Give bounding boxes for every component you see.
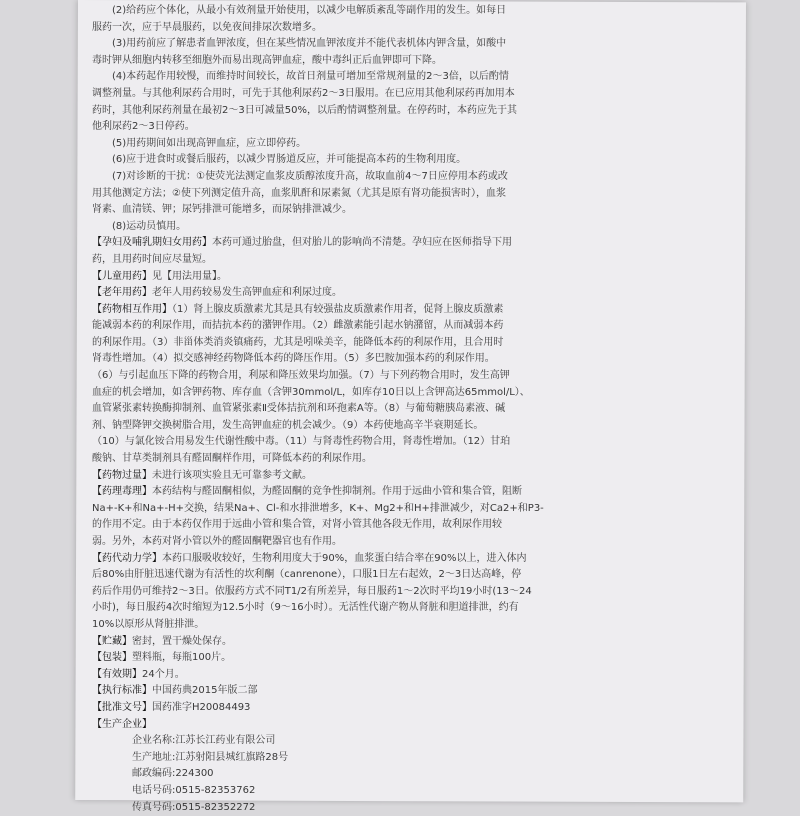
package-label: 【包装】 [92, 652, 132, 663]
pharmacokinetics-line: 10%以原形从肾脏排泄。 [92, 617, 692, 634]
pregnancy-section [92, 235, 692, 252]
note-7-cont-1: 用其他测定方法；②使下列测定值升高，血浆肌酐和尿素氮（尤其是原有肾功能损害时），血浆 [92, 186, 692, 203]
pharmacokinetics-line: 药后作用仍可维持2～3日。依服药方式不同T1/2有所差异，每日服药1～2次时平均19小时(13～24 [92, 584, 692, 601]
note-7-cont-2: 肾素、血清镁、钾；尿钙排泄可能增多，而尿钠排泄减少。 [92, 202, 692, 219]
note-4-cont-2: 药时，其他利尿药剂量在最初2～3日可减量50%，以后酌情调整剂量。在停药时，本药应先于其 [92, 103, 692, 120]
pharmacokinetics-line: 后80%由肝脏迅速代谢为有活性的坎利酮（canrenone），口服1日左右起效，2～3日达高峰，停 [92, 567, 692, 584]
note-8: (8)运动员慎用。 [92, 219, 692, 236]
standard-section [92, 683, 692, 700]
overdose-text: 未进行该项实验且无可靠参考文献。 [152, 470, 312, 481]
pharmacology-label: 【药理毒理】 [92, 486, 152, 497]
company-name-row [92, 733, 692, 750]
company-name: 江苏长江药业有限公司 [175, 735, 275, 746]
pharmacokinetics-label: 【药代动力学】 [92, 553, 162, 564]
elderly-section [92, 285, 692, 302]
pregnancy-text: 本药可通过胎盘，但对胎儿的影响尚不清楚。孕妇应在医师指导下用 [212, 237, 512, 248]
interaction-line: （6）与引起血压下降的药物合用，利尿和降压效果均加强。（7）与下列药物合用时，发生高钾 [92, 368, 692, 385]
company-fax: 0515-82352272 [175, 802, 255, 813]
company-phone-label: 电话号码: [132, 785, 175, 796]
pharmacokinetics-line: 小时)，每日服药4次时缩短为12.5小时（9～16小时）。无活性代谢产物从肾脏和胆道排泄，约有 [92, 600, 692, 617]
company-phone: 0515-82353762 [175, 785, 255, 796]
pharmacology-line: 的作用不定。由于本药仅作用于远曲小管和集合管，对肾小管其他各段无作用，故利尿作用较 [92, 517, 692, 534]
pediatric-label: 【儿童用药】 [92, 271, 152, 282]
note-4-cont-3: 他利尿药2～3日停药。 [92, 119, 692, 136]
overdose-label: 【药物过量】 [92, 470, 152, 481]
company-address: 江苏射阳县城红旗路28号 [175, 752, 288, 763]
note-3-cont: 毒时钾从细胞内转移至细胞外而易出现高钾血症，酸中毒纠正后血钾即可下降。 [92, 53, 692, 70]
storage-section [92, 634, 692, 651]
elderly-text: 老年人用药较易发生高钾血症和利尿过度。 [152, 287, 342, 298]
interaction-line: 剂、钠型降钾交换树脂合用，发生高钾血症的机会减少。（9）本药使地高辛半衰期延长。 [92, 418, 692, 435]
pharmacology-line: Na+-K+和Na+-H+交换，结果Na+、Cl-和水排泄增多，K+、Mg2+和H+排泄减少，对Ca2+和P3- [92, 501, 692, 518]
interaction-label: 【药物相互作用】 [92, 304, 172, 315]
elderly-label: 【老年用药】 [92, 287, 152, 298]
manufacturer-section [92, 717, 692, 734]
interaction-line: （10）与氯化铵合用易发生代谢性酸中毒。（11）与肾毒性药物合用，肾毒性增加。（12）甘珀 [92, 434, 692, 451]
interaction-section [92, 302, 692, 319]
pediatric-section [92, 269, 692, 286]
note-6: (6)应于进食时或餐后服药，以减少胃肠道反应，并可能提高本药的生物利用度。 [92, 152, 692, 169]
interaction-line: 能减弱本药的利尿作用，而拮抗本药的潴钾作用。（2）雌激素能引起水钠潴留，从而减弱本药 [92, 318, 692, 335]
interaction-line: 肾毒性增加。（4）拟交感神经药物降低本药的降压作用。（5）多巴胺加强本药的利尿作用。 [92, 351, 692, 368]
note-2: (2)给药应个体化，从最小有效剂量开始使用，以减少电解质紊乱等副作用的发生。如每日 [92, 3, 692, 20]
interaction-line: 血管紧张素转换酶抑制剂、血管紧张素Ⅱ受体拮抗剂和环孢素A等。（8）与葡萄糖胰岛素液、碱 [92, 401, 692, 418]
pharmacology-line: 本药结构与醛固酮相似，为醛固酮的竞争性抑制剂。作用于远曲小管和集合管，阻断 [152, 486, 522, 497]
manufacturer-label: 【生产企业】 [92, 719, 152, 730]
company-address-row [92, 750, 692, 767]
validity-label: 【有效期】 [92, 669, 142, 680]
approval-label: 【批准文号】 [92, 702, 152, 713]
storage-text: 密封，置干燥处保存。 [132, 636, 232, 647]
pediatric-text: 见【用法用量】。 [152, 271, 227, 282]
note-3: (3)用药前应了解患者血钾浓度，但在某些情况血钾浓度并不能代表机体内钾含量，如酸中 [92, 36, 692, 53]
company-fax-row [92, 800, 692, 816]
validity-section [92, 667, 692, 684]
company-phone-row [92, 783, 692, 800]
pharmacokinetics-section [92, 551, 692, 568]
interaction-line: （1）肾上腺皮质激素尤其是具有较强盐皮质激素作用者，促肾上腺皮质激素 [172, 304, 503, 315]
pregnancy-text-cont: 药，且用药时间应尽量短。 [92, 252, 692, 269]
pregnancy-label: 【孕妇及哺乳期妇女用药】 [92, 237, 212, 248]
standard-text: 中国药典2015年版二部 [152, 685, 257, 696]
company-postcode-label: 邮政编码: [132, 768, 175, 779]
pharmacokinetics-line: 本药口服吸收较好，生物利用度大于90%，血浆蛋白结合率在90%以上，进入体内 [162, 553, 526, 564]
note-5: (5)用药期间如出现高钾血症，应立即停药。 [92, 136, 692, 153]
pharmacology-line: 弱。另外，本药对肾小管以外的醛固酮靶器官也有作用。 [92, 534, 692, 551]
package-section [92, 650, 692, 667]
note-2-cont: 服药一次，应于早晨服药，以免夜间排尿次数增多。 [92, 20, 692, 37]
interaction-line: 酸钠、甘草类制剂具有醛固酮样作用，可降低本药的利尿作用。 [92, 451, 692, 468]
note-4-cont-1: 调整剂量。与其他利尿药合用时，可先于其他利尿药2～3日服用。在已应用其他利尿药再加用本 [92, 86, 692, 103]
approval-section [92, 700, 692, 717]
standard-label: 【执行标准】 [92, 685, 152, 696]
pharmacology-section [92, 484, 692, 501]
package-insert-text [92, 3, 692, 800]
company-fax-label: 传真号码: [132, 802, 175, 813]
note-7: (7)对诊断的干扰：①使荧光法测定血浆皮质醇浓度升高，故取血前4～7日应停用本药或改 [92, 169, 692, 186]
approval-text: 国药准字H20084493 [152, 702, 250, 713]
validity-text: 24个月。 [142, 669, 185, 680]
company-postcode: 224300 [175, 768, 213, 779]
package-text: 塑料瓶，每瓶100片。 [132, 652, 231, 663]
interaction-line: 的利尿作用。（3）非甾体类消炎镇痛药，尤其是吲哚美辛，能降低本药的利尿作用，且合用时 [92, 335, 692, 352]
storage-label: 【贮藏】 [92, 636, 132, 647]
note-4: (4)本药起作用较慢，而维持时间较长，故首日剂量可增加至常规剂量的2～3倍，以后酌情 [92, 69, 692, 86]
company-postcode-row [92, 766, 692, 783]
overdose-section [92, 468, 692, 485]
interaction-line: 血症的机会增加，如含钾药物、库存血（含钾30mmol/L，如库存10日以上含钾高达65mmol/L）、 [92, 385, 692, 402]
company-address-label: 生产地址: [132, 752, 175, 763]
company-name-label: 企业名称: [132, 735, 175, 746]
